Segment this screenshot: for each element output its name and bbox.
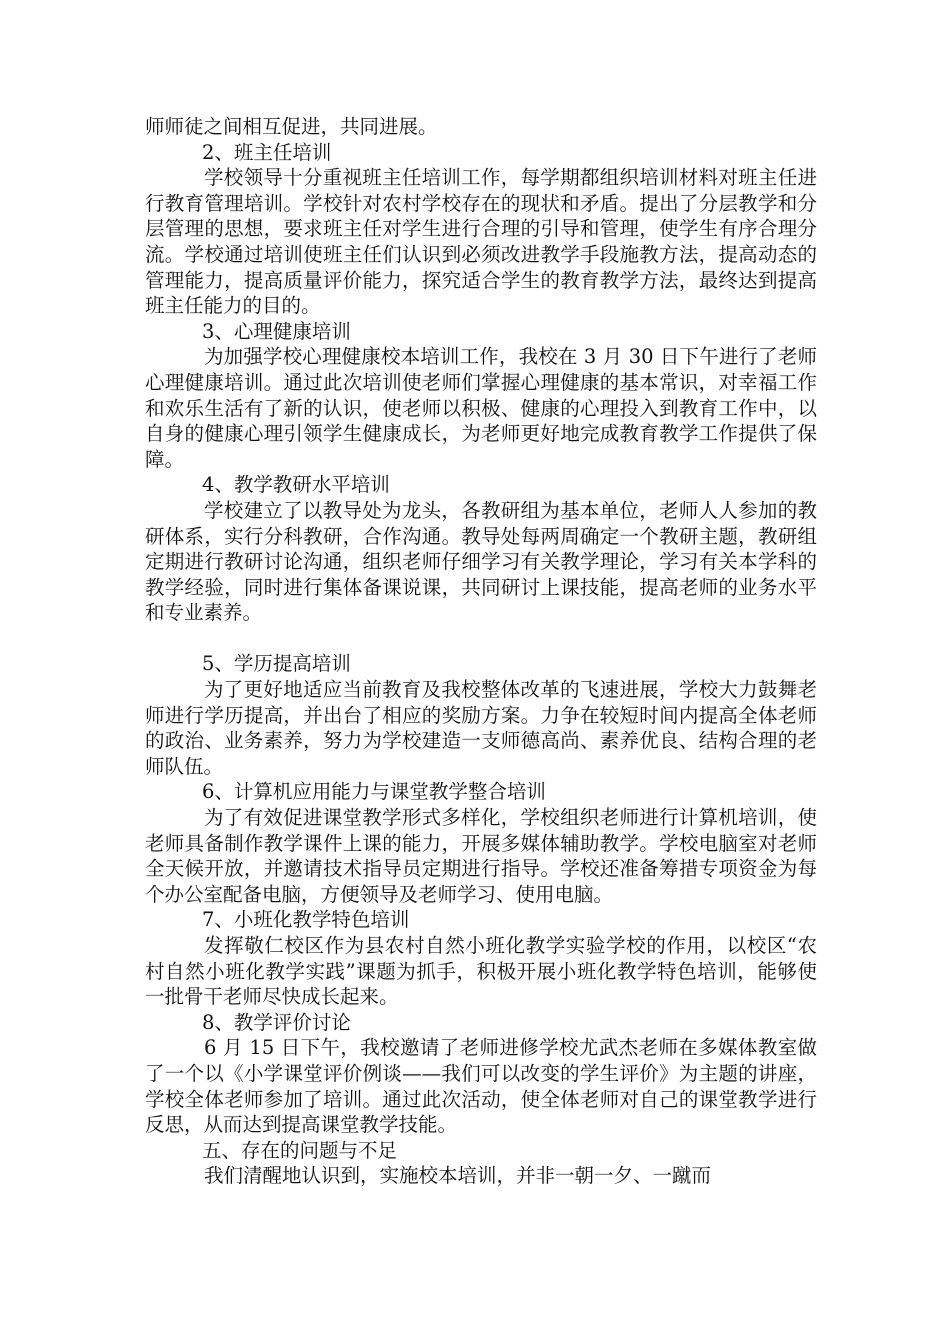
section-heading-problems: 五、存在的问题与不足 xyxy=(202,1138,398,1162)
paragraph-teaching-evaluation: 6 月 15 日下午，我校邀请了老师进修学校尤武杰老师在多媒体教室做了一个以《小学课堂评价例谈——我们可以改变的学生评价》为主题的讲座，学校全体老师参加了培训。通过此次活动，使全体老师对自己的课堂教学进行反思，从而达到提高课堂教学技能。 xyxy=(145,1036,817,1137)
paragraph-computer-training: 为了有效促进课堂教学形式多样化，学校组织老师进行计算机培训，使老师具备制作教学课件上课的能力，开展多媒体辅助教学。学校电脑室对老师全天候开放，并邀请技术指导员定期进行指导。学校还准备筹措专项资金为每个办公室配备电脑，方便领导及老师学习、使用电脑。 xyxy=(145,806,817,906)
section-heading-degree-training: 5、学历提高培训 xyxy=(202,652,351,676)
blank-line xyxy=(145,626,817,652)
paragraph-continuation: 师师徒之间相互促进，共同进展。 xyxy=(145,115,438,138)
paragraph-small-class-training: 发挥敬仁校区作为县农村自然小班化教学实验学校的作用，以校区“农村自然小班化教学实践”课题为抓手，积极开展小班化教学特色培训，能够使一批骨干老师尽快成长起来。 xyxy=(145,934,817,1009)
paragraph-teaching-research-training: 学校建立了以教导处为龙头，各教研组为基本单位，老师人人参加的教研体系，实行分科教研，合作沟通。教导处每两周确定一个教研主题，教研组定期进行教研讨论沟通，组织老师仔细学习有关教学理论，学习有关本学科的教学经验，同时进行集体备课说课，共同研讨上课技能，提高老师的业务水平和专业素养。 xyxy=(145,498,817,625)
section-heading-head-teacher-training: 2、班主任培训 xyxy=(202,140,332,164)
document-body xyxy=(145,114,817,1189)
paragraph-head-teacher-training: 学校领导十分重视班主任培训工作，每学期都组织培训材料对班主任进行教育管理培训。学校针对农村学校存在的现状和矛盾。提出了分层教学和分层管理的思想，要求班主任对学生进行合理的引导和管理，使学生有序合理分流。学校通过培训使班主任们认识到必须改进教学手段施教方法，提高动态的管理能力，提高质量评价能力，探究适合学生的教育教学方法，最终达到提高班主任能力的目的。 xyxy=(145,166,817,318)
section-heading-teaching-evaluation: 8、教学评价讨论 xyxy=(202,1010,351,1034)
paragraph-problems: 我们清醒地认识到，实施校本培训，并非一朝一夕、一蹴而 xyxy=(204,1164,712,1188)
section-heading-mental-health-training: 3、心理健康培训 xyxy=(202,319,351,343)
section-heading-small-class-training: 7、小班化教学特色培训 xyxy=(202,908,410,932)
section-heading-teaching-research-training: 4、教学教研水平培训 xyxy=(202,473,390,497)
section-heading-computer-training: 6、计算机应用能力与课堂教学整合培训 xyxy=(202,780,546,804)
paragraph-degree-training: 为了更好地适应当前教育及我校整体改革的飞速进展，学校大力鼓舞老师进行学历提高，并出台了相应的奖励方案。力争在较短时间内提高全体老师的政治、业务素养，努力为学校建造一支师德高尚、素养优良、结构合理的老师队伍。 xyxy=(145,678,817,778)
paragraph-mental-health-training: 为加强学校心理健康校本培训工作，我校在 3 月 30 日下午进行了老师心理健康培训。通过此次培训使老师们掌握心理健康的基本常识，对幸福工作和欢乐生活有了新的认识，使老师以积极、健康的心理投入到教育工作中，以自身的健康心理引领学生健康成长，为老师更好地完成教育教学工作提供了保障。 xyxy=(145,345,817,471)
